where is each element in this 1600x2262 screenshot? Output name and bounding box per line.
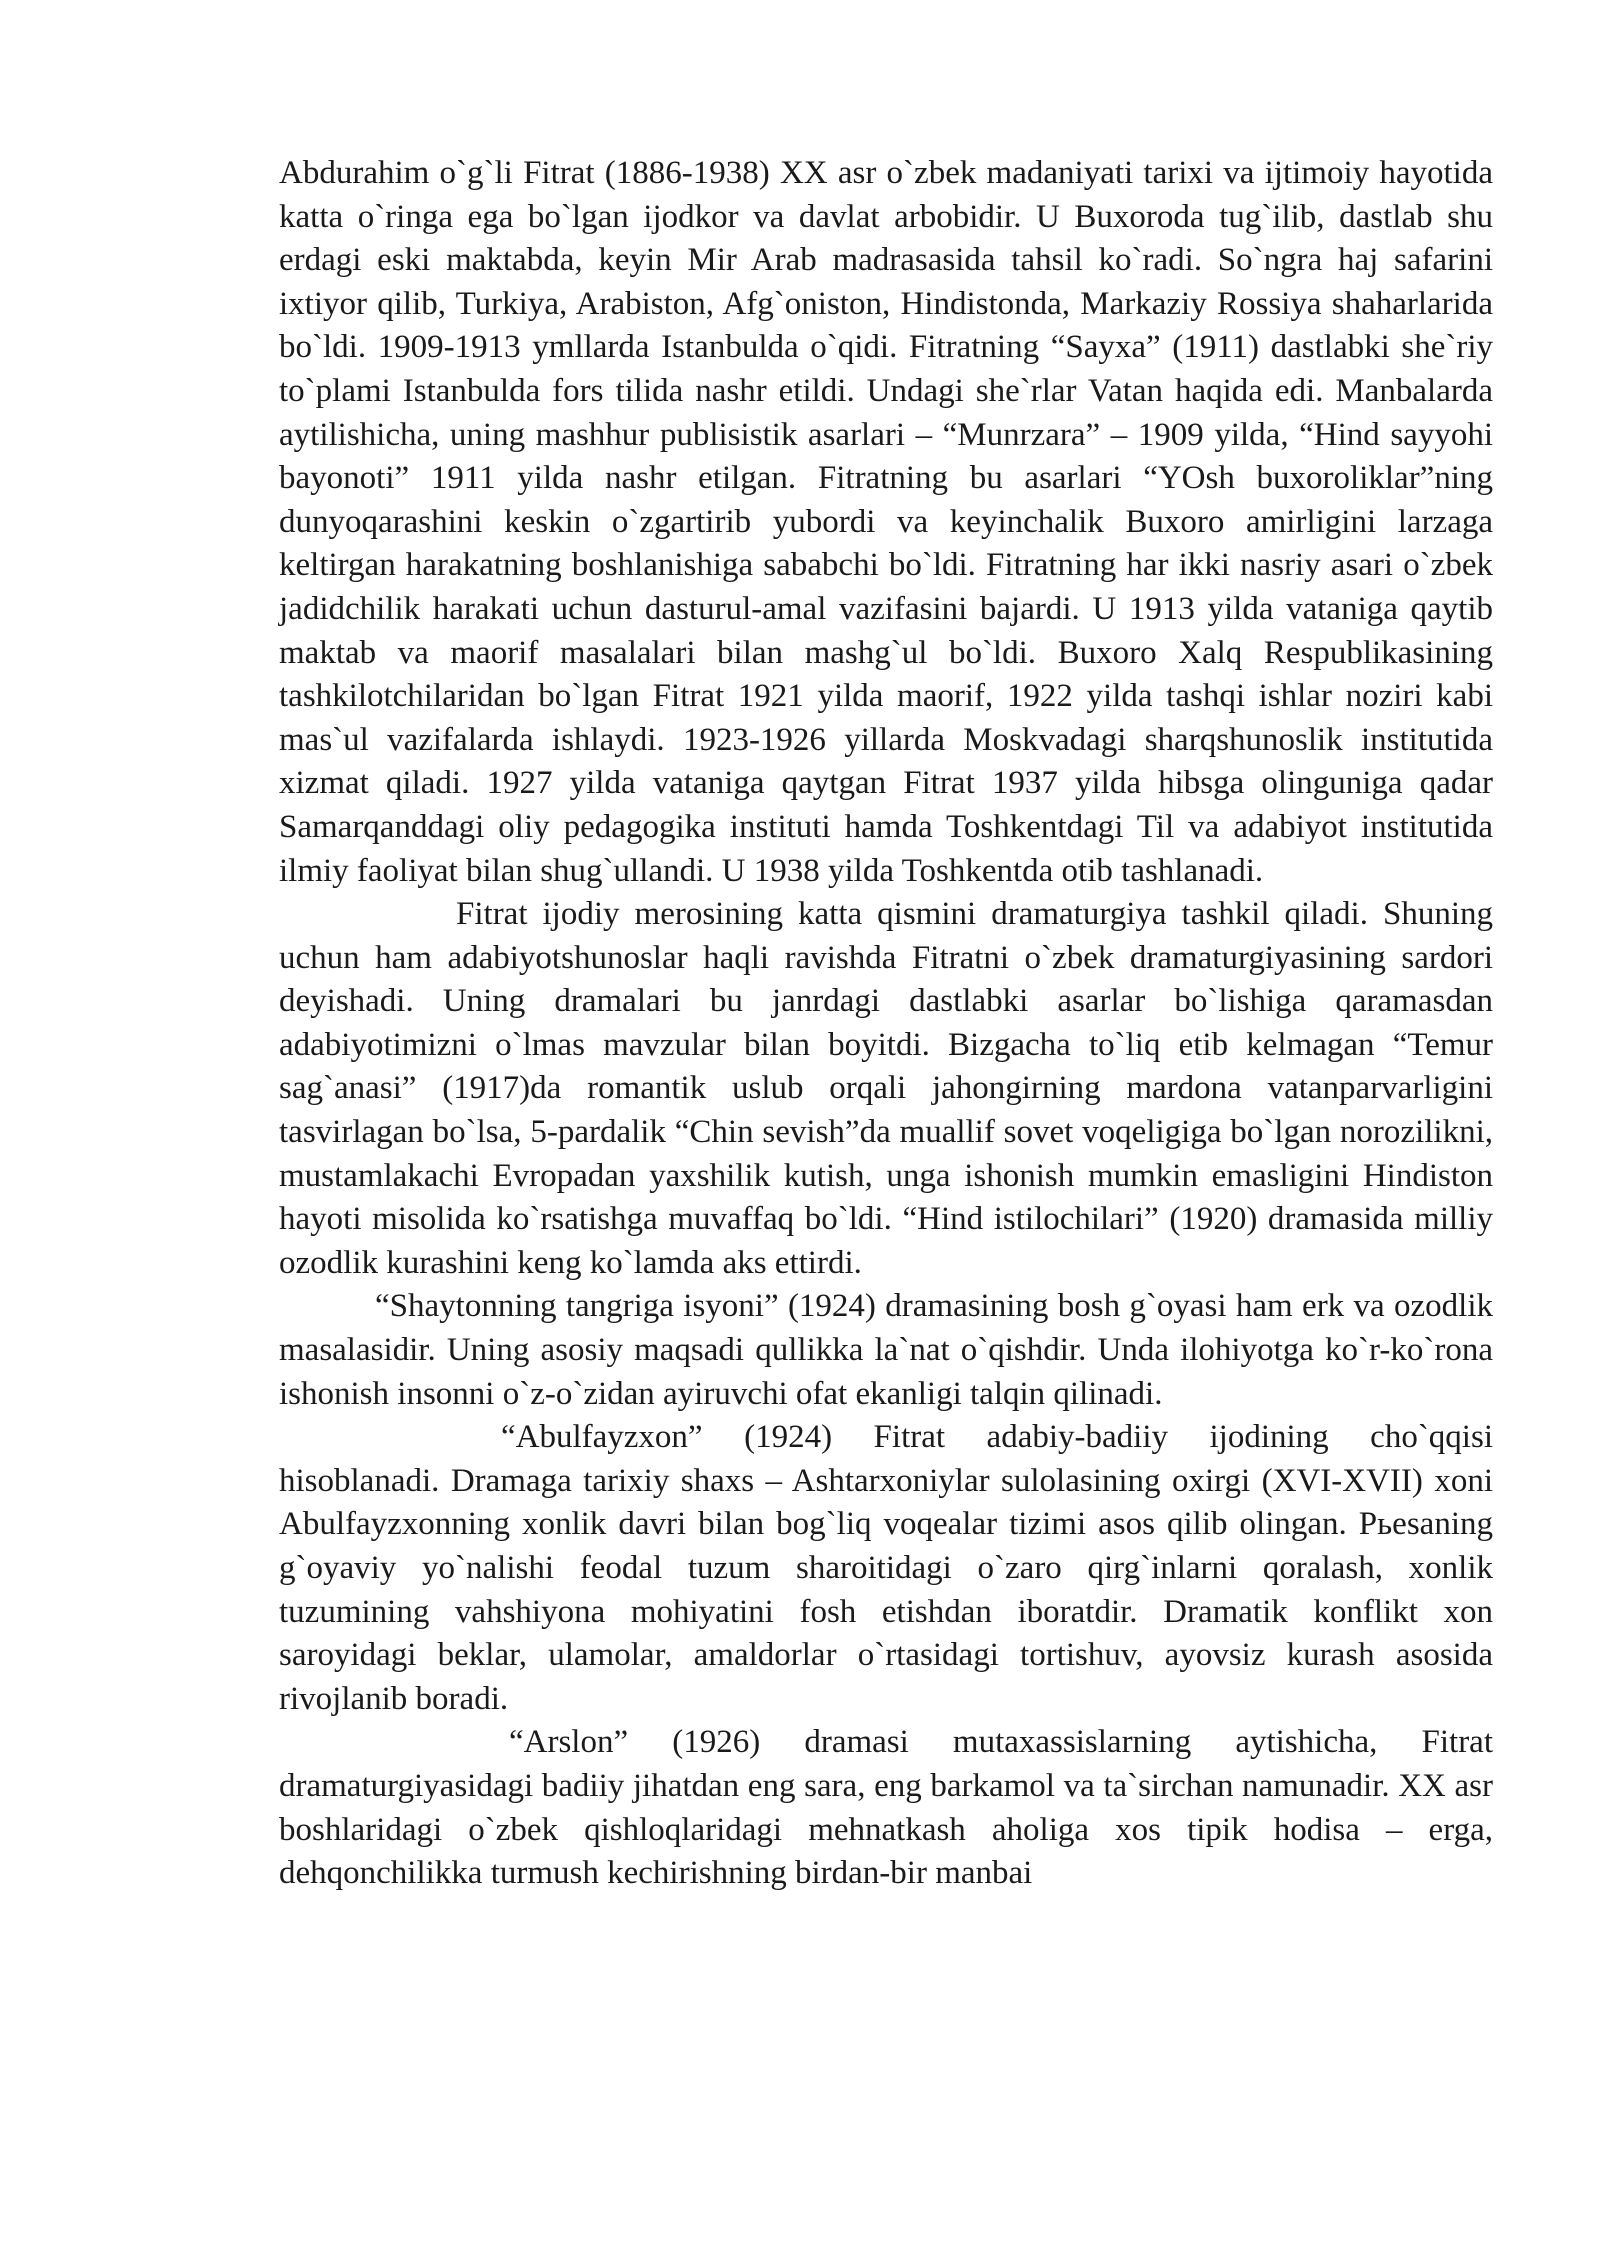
body-text — [279, 152, 1493, 1896]
paragraph-shayton: “Shaytonning tangriga isyoni” (1924) dramasining bosh g`oyasi ham erk va ozodlik masalasidir. Uning asosiy maqsadi qullikka la`nat o`qishdir. Unda ilohiyotga ko`r-ko`rona ishonish insonni o`z-o`zidan ayiruvchi ofat ekanligi talqin qilinadi. — [279, 1288, 1493, 1412]
paragraph-abulfayzxon: “Abulfayzxon” (1924) Fitrat adabiy-badiiy ijodining cho`qqisi hisoblanadi. Dramaga tarixiy shaxs – Ashtarxoniylar sulolasining oxirgi (XVI-XVII) xoni Abulfayzxonning xonlik davri bilan bog`liq voqealar tizimi asos qilib olingan. Pьesaning g`oyaviy yo`nalishi feodal tuzum sharoitidagi o`zaro qirg`inlarni qoralash, xonlik tuzumining vahshiyona mohiyatini fosh etishdan iboratdir. Dramatik konflikt xon saroyidagi beklar, ulamolar, amaldorlar o`rtasidagi tortishuv, ayovsiz kurash asosida rivojlanib boradi. — [279, 1419, 1493, 1717]
paragraph-arslon: “Arslon” (1926) dramasi mutaxassislarning aytishicha, Fitrat dramaturgiyasidagi badiiy jihatdan eng sara, eng barkamol va ta`sirchan namunadir. XX asr boshlaridagi o`zbek qishloqlaridagi mehnatkash aholiga xos tipik hodisa – erga, dehqonchilikka turmush kechirishning birdan-bir manbai — [279, 1724, 1493, 1892]
paragraph-fitrat-biography: Abdurahim o`g`li Fitrat (1886-1938) XX asr o`zbek madaniyati tarixi va ijtimoiy hayotida katta o`ringa ega bo`lgan ijodkor va davlat arbobidir. U Buxoroda tug`ilib, dastlab shu erdagi eski maktabda, keyin Mir Arab madrasasida tahsil ko`radi. So`ngra haj safarini ixtiyor qilib, Turkiya, Arabiston, Afg`oniston, Hindistonda, Markaziy Rossiya shaharlarida bo`ldi. 1909-1913 ymllarda Istanbulda o`qidi. Fitratning “Sayxa” (1911) dastlabki she`riy to`plami Istanbulda fors tilida nashr etildi. Undagi she`rlar Vatan haqida edi. Manbalarda aytilishicha, uning mashhur publisistik asarlari – “Munrzara” – 1909 yilda, “Hind sayyohi bayonoti” 1911 yilda nashr etilgan. Fitratning bu asarlari “YOsh buxoroliklar”ning dunyoqarashini keskin o`zgartirib yubordi va keyinchalik Buxoro amirligini larzaga keltirgan harakatning boshlanishiga sababchi bo`ldi. Fitratning har ikki nasriy asari o`zbek jadidchilik harakati uchun dasturul-amal vazifasini bajardi. U 1913 yilda vataniga qaytib maktab va maorif masalalari bilan mashg`ul bo`ldi. Buxoro Xalq Respublikasining tashkilotchilaridan bo`lgan Fitrat 1921 yilda maorif, 1922 yilda tashqi ishlar noziri kabi mas`ul vazifalarda ishlaydi. 1923-1926 yillarda Moskvadagi sharqshunoslik institutida xizmat qiladi. 1927 yilda vataniga qaytgan Fitrat 1937 yilda hibsga olinguniga qadar Samarqanddagi oliy pedagogika instituti hamda Toshkentdagi Til va adabiyot institutida ilmiy faoliyat bilan shug`ullandi. U 1938 yilda Toshkentda otib tashlanadi. — [279, 155, 1493, 889]
paragraph-dramaturgy: Fitrat ijodiy merosining katta qismini dramaturgiya tashkil qiladi. Shuning uchun ham adabiyotshunoslar haqli ravishda Fitratni o`zbek dramaturgiyasining sardori deyishadi. Uning dramalari bu janrdagi dastlabki asarlar bo`lishiga qaramasdan adabiyotimizni o`lmas mavzular bilan boyitdi. Bizgacha to`liq etib kelmagan “Temur sag`anasi” (1917)da romantik uslub orqali jahongirning mardona vatanparvarligini tasvirlagan bo`lsa, 5-pardalik “Chin sevish”da muallif sovet voqeligiga bo`lgan norozilikni, mustamlakachi Evropadan yaxshilik kutish, unga ishonish mumkin emasligini Hindiston hayoti misolida ko`rsatishga muvaffaq bo`ldi. “Hind istilochilari” (1920) dramasida milliy ozodlik kurashini keng ko`lamda aks ettirdi. — [279, 896, 1493, 1281]
